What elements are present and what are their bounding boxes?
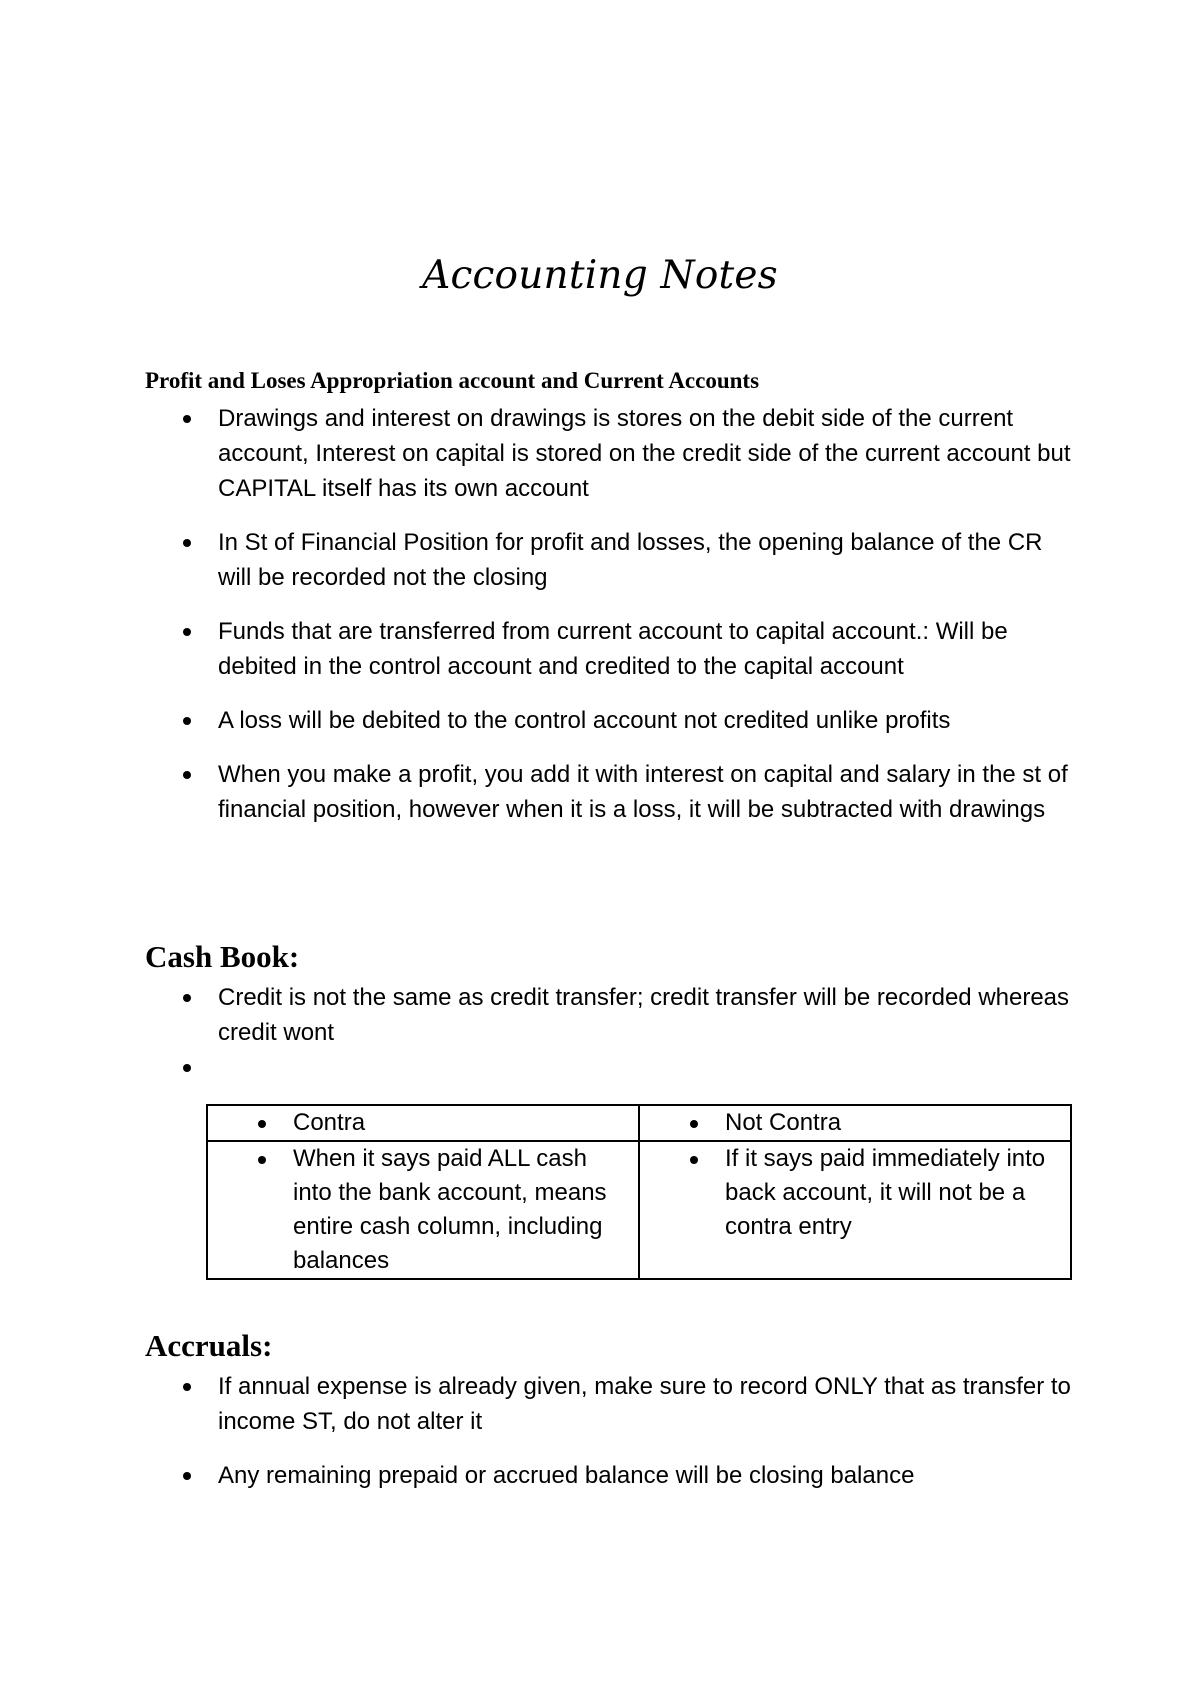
table-header-cell: [207, 1105, 639, 1141]
list-item: Drawings and interest on drawings is stores on the debit side of the current account, Interest on capital is stored on the credit side of the current account but CAPITAL itself has its own account: [183, 401, 1073, 506]
contra-table: [206, 1104, 1072, 1280]
list-item: If annual expense is already given, make sure to record ONLY that as transfer to income ST, do not alter it: [183, 1369, 1073, 1439]
list-item: A loss will be debited to the control account not credited unlike profits: [183, 703, 1073, 738]
section-heading-profit-loss: Profit and Loses Appropriation account and Current Accounts: [145, 368, 760, 393]
cell-not-contra-description: If it says paid immediately into back account, it will not be a contra entry: [640, 1142, 1064, 1244]
header-not-contra: Not Contra: [640, 1106, 1064, 1140]
cell-contra-description: When it says paid ALL cash into the bank account, means entire cash column, including balances: [208, 1142, 632, 1278]
list-item-empty: [183, 1050, 1073, 1085]
section-heading-cash-book: Cash Book:: [145, 939, 300, 974]
accruals-bullet-list: [183, 1369, 1073, 1512]
list-item: Funds that are transferred from current account to capital account.: Will be debited in the control account and credited to the capital account: [183, 614, 1073, 684]
table-row: [207, 1141, 1071, 1279]
list-item: Credit is not the same as credit transfer; credit transfer will be recorded whereas credit wont: [183, 980, 1073, 1050]
table-header-cell: [639, 1105, 1071, 1141]
table-cell: [639, 1141, 1071, 1279]
header-contra: Contra: [208, 1106, 632, 1140]
cash-book-bullet-list: [183, 980, 1073, 1104]
table-cell: [207, 1141, 639, 1279]
section-heading-accruals: Accruals:: [145, 1328, 273, 1363]
table-header-row: [207, 1105, 1071, 1141]
profit-loss-bullet-list: [183, 401, 1073, 846]
page-title: Accounting Notes: [422, 253, 778, 298]
list-item: In St of Financial Position for profit and losses, the opening balance of the CR will be recorded not the closing: [183, 525, 1073, 595]
list-item: When you make a profit, you add it with interest on capital and salary in the st of financial position, however when it is a loss, it will be subtracted with drawings: [183, 757, 1073, 827]
list-item: Any remaining prepaid or accrued balance will be closing balance: [183, 1458, 1073, 1493]
